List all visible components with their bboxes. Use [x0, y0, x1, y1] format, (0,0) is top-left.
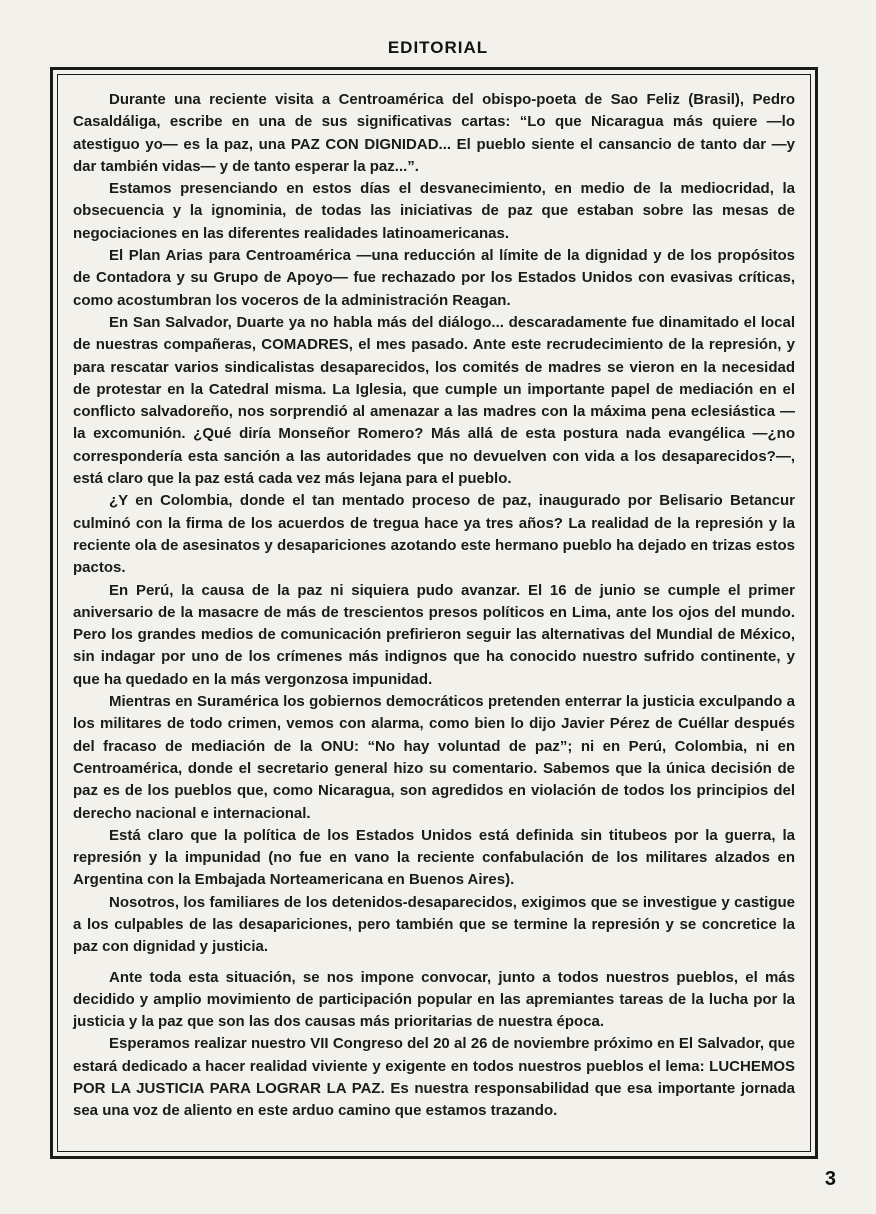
paragraph-5: ¿Y en Colombia, donde el tan mentado proceso de paz, inaugurado por Belisario Betancur culminó con la firma de los acuerdos de tregua hace ya tres años? La realidad de la represión y la reciente ola de asesinatos y desapariciones azotando este hermano pueblo ha dejado en trizas estos pactos.	[73, 492, 795, 577]
page-number: 3	[824, 1168, 836, 1190]
paragraph-11: Esperamos realizar nuestro VII Congreso del 20 al 26 de noviembre próximo en El Salvador, que estará dedicado a hacer realidad viviente y exigente en todos nuestros pueblos el lema: LUCHEMOS POR LA JUSTICIA PARA LOGRAR LA PAZ. Es nuestra responsabilidad que esa importante jornada sea una voz de aliento en este arduo camino que estamos trazando.	[73, 1035, 795, 1120]
paragraph-2: Estamos presenciando en estos días el desvanecimiento, en medio de la mediocridad, la obsecuencia y la ignominia, de todas las iniciativas de paz que estaban sobre las mesas de negociaciones en las diferentes realidades latinoamericanas.	[73, 180, 795, 242]
editorial-body	[73, 89, 795, 1123]
paragraph-1: Durante una reciente visita a Centroamérica del obispo-poeta de Sao Feliz (Brasil), Pedro Casaldáliga, escribe en una de sus significativas cartas: “Lo que Nicaragua más quiere —lo atestiguo yo— es la paz, una PAZ CON DIGNIDAD... El pueblo siente el cansancio de tanto dar —y dar también vidas— y de tanto esperar la paz...”.	[73, 91, 795, 175]
paragraph-8: Está claro que la política de los Estados Unidos está definida sin titubeos por la guerra, la represión y la impunidad (no fue en vano la reciente confabulación de los militares alzados en Argentina con la Embajada Norteamericana en Buenos Aires).	[73, 826, 795, 889]
section-title: EDITORIAL	[387, 38, 489, 57]
paragraph-3: El Plan Arias para Centroamérica —una reducción al límite de la dignidad y de los propósitos de Contadora y su Grupo de Apoyo— fue rechazado por los Estados Unidos con evasivas críticas, como acostumbran los voceros de la administración Reagan.	[73, 247, 795, 309]
paragraph-4: En San Salvador, Duarte ya no habla más del diálogo... descaradamente fue dinamitado el local de nuestras compañeras, COMADRES, el mes pasado. Ante este recrudecimiento de la represión, y para rescatar varios sindicalistas desaparecidos, los comités de madres se vieron en la necesidad de protestar en la Catedral misma. La Iglesia, que cumple un importante papel de mediación en el conflicto salvadoreño, nos sorprendió al amenazar a las madres con la máxima pena eclesiástica —la excomunión. ¿Qué diría Monseñor Romero? Más allá de esta postura nada evangélica —¿no correspondería esta sanción a las autoridades que no devuelven con vida a los desaparecidos?—, está claro que la paz está cada vez más lejana para el pueblo.	[73, 313, 795, 488]
paragraph-7: Mientras en Suramérica los gobiernos democráticos pretenden enterrar la justicia exculpando a los militares de todo crimen, vemos con alarma, como bien lo dijo Javier Pérez de Cuéllar después del fracaso de mediación de la ONU: “No hay voluntad de paz”; ni en Perú, Colombia, ni en Centroamérica, donde el secretario general hizo su comentario. Sabemos que la única decisión de paz es de los pueblos que, como Nicaragua, son agredidos en violación de todos los principios del derecho nacional e internacional.	[73, 693, 795, 822]
paragraph-10: Ante toda esta situación, se nos impone convocar, junto a todos nuestros pueblos, el más decidido y amplio movimiento de participación popular en las apremiantes tareas de la lucha por la justicia y la paz que son las dos causas más prioritarias de nuestra época.	[73, 968, 795, 1031]
paragraph-9: Nosotros, los familiares de los detenidos-desaparecidos, exigimos que se investigue y castigue a los culpables de las desapariciones, pero también que se termine la represión y se concretice la paz con dignidad y justicia.	[73, 893, 795, 956]
paragraph-6: En Perú, la causa de la paz ni siquiera pudo avanzar. El 16 de junio se cumple el primer aniversario de la masacre de más de trescientos presos políticos en Lima, ante los ojos del mundo. Pero los grandes medios de comunicación prefirieron seguir las alternativas del Mundial de México, sin indagar por uno de los crímenes más indignos que ha conocido nuestro sufrido continente, y que ha quedado en la más vergonzosa impunidad.	[73, 581, 795, 688]
